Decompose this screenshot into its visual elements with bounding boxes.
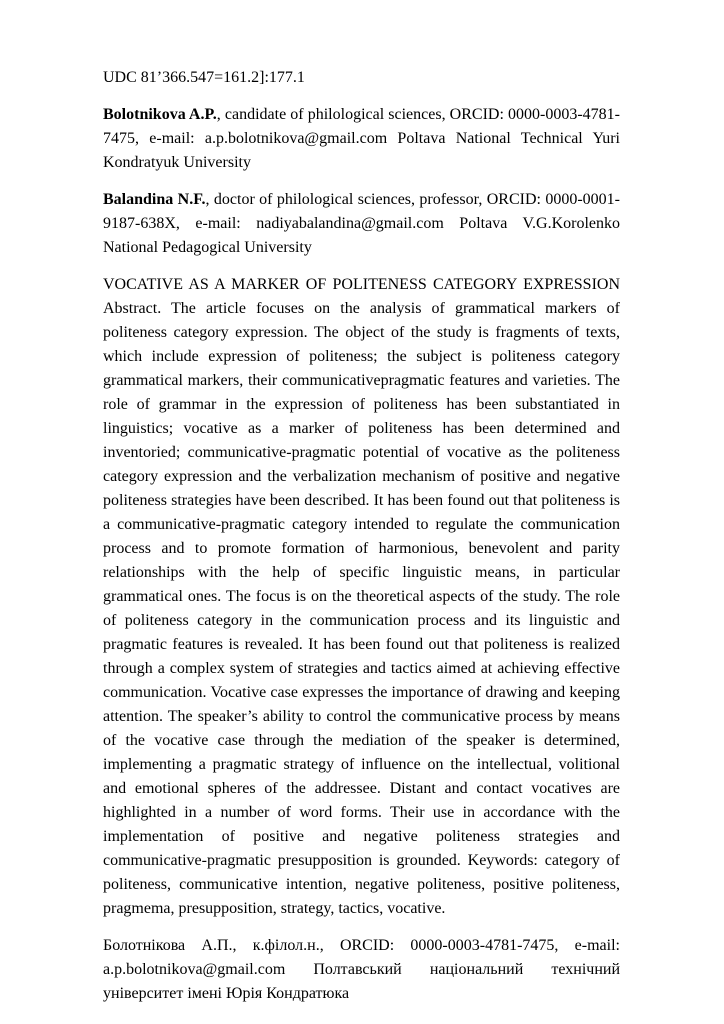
abstract-text: Abstract. The article focuses on the analysis of grammatical markers of politeness category expression. The object of the study is fragments of texts, which include expression of politeness; the subject is politeness category grammatical markers, their communicativepragmatic features and varieties. The role of grammar in the expression of politeness has been substantiated in linguistics; vocative as a marker of politeness has been determined and inventoried; communicative-pragmatic potential of vocative as the politeness category expression and the verbalization mechanism of positive and negative politeness strategies have been described. It has been found out that politeness is a communicative-pragmatic category intended to regulate the communication process and to promote formation of harmonious, benevolent and parity relationships with the help of specific linguistic means, in particular grammatical ones. The focus is on the theoretical aspects of the study. The role of politeness category in the communication process and its linguistic and pragmatic features is revealed. It has been found out that politeness is realized through a complex system of strategies and tactics aimed at achieving effective communication. Vocative case expresses the importance of drawing and keeping attention. The speaker’s ability to control the communicative process by means of the vocative case through the mediation of the speaker is determined, implementing a pragmatic strategy of influence on the intellectual, volitional and emotional spheres of the addressee. Distant and contact vocatives are highlighted in a number of word forms. Their use in accordance with the implementation of positive and negative politeness strategies and communicative-pragmatic presupposition is grounded. Keywords: category of politeness, communicative intention, negative politeness, positive politeness, pragmema, presupposition, strategy, tactics, vocative.: [103, 300, 620, 917]
article-title: VOCATIVE AS A MARKER OF POLITENESS CATEGORY EXPRESSION: [103, 276, 620, 293]
author-1-name: Bolotnikova A.P.: [103, 106, 217, 123]
author-1-details: , candidate of philological sciences, ORCID: 0000-0003-4781-7475, e-mail: a.p.bolotnikova@gmail.com Poltava National Technical Yuri Kondratyuk University: [103, 106, 620, 171]
author-block-2: [103, 188, 620, 260]
author-block-1: [103, 103, 620, 175]
author-2-details: , doctor of philological sciences, professor, ORCID: 0000-0001-9187-638X, e-mail: nadiyabalandina@gmail.com Poltava V.G.Korolenko National Pedagogical University: [103, 191, 620, 256]
udc-line: UDC 81’366.547=161.2]:177.1: [103, 69, 305, 86]
author-2-name: Balandina N.F.: [103, 191, 206, 208]
abstract-paragraph: [103, 273, 620, 921]
ukrainian-author-block: Болотнікова А.П., к.філол.н., ORCID: 0000-0003-4781-7475, e-mail: a.p.bolotnikova@gmail.com Полтавський національний технічний університет імені Юрія Кондратюка: [103, 937, 620, 1002]
